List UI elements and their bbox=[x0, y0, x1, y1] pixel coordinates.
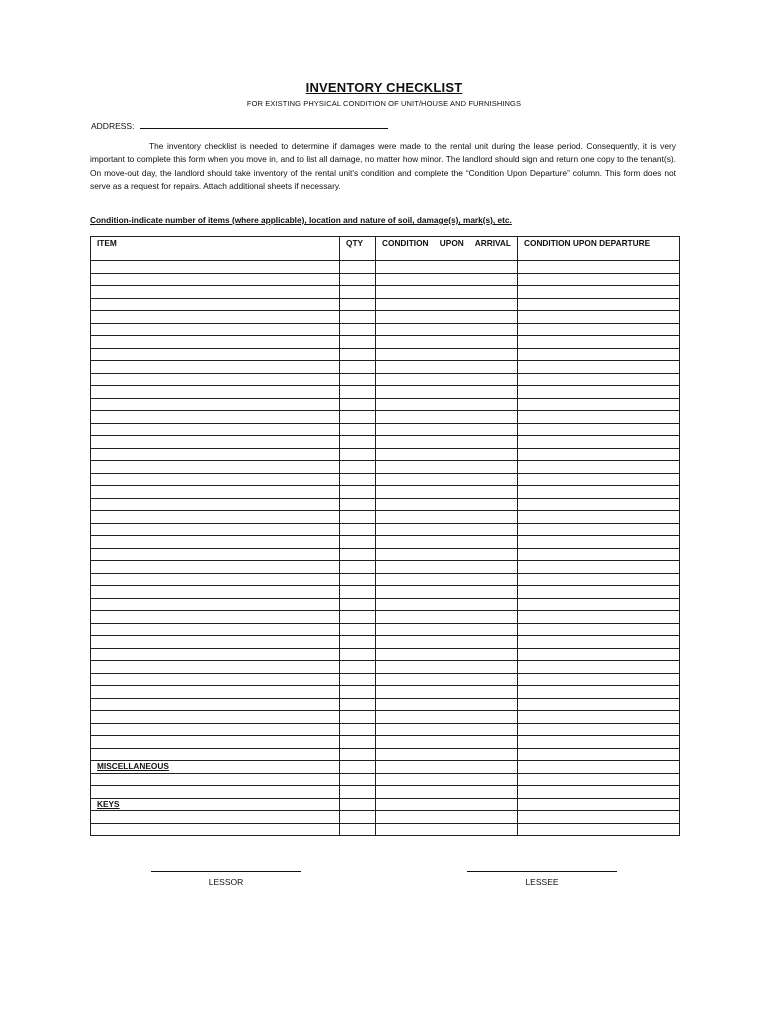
qty-cell[interactable] bbox=[340, 536, 376, 549]
lessee-label: LESSEE bbox=[525, 877, 559, 887]
departure-cell[interactable] bbox=[518, 448, 680, 461]
qty-cell[interactable] bbox=[340, 823, 376, 836]
table-row bbox=[91, 461, 680, 474]
qty-cell[interactable] bbox=[340, 486, 376, 499]
qty-cell[interactable] bbox=[340, 748, 376, 761]
departure-cell[interactable] bbox=[518, 286, 680, 299]
item-cell[interactable] bbox=[91, 473, 340, 486]
qty-cell[interactable] bbox=[340, 811, 376, 824]
table-row bbox=[91, 561, 680, 574]
item-cell[interactable] bbox=[91, 323, 340, 336]
item-cell[interactable] bbox=[91, 461, 340, 474]
section-row bbox=[91, 761, 680, 774]
qty-cell[interactable] bbox=[340, 673, 376, 686]
table-row bbox=[91, 698, 680, 711]
qty-cell[interactable] bbox=[340, 423, 376, 436]
table-row bbox=[91, 336, 680, 349]
arrival-cell[interactable] bbox=[376, 473, 518, 486]
item-cell[interactable] bbox=[91, 811, 340, 824]
arrival-cell[interactable] bbox=[376, 723, 518, 736]
qty-cell[interactable] bbox=[340, 598, 376, 611]
arrival-cell[interactable] bbox=[376, 573, 518, 586]
item-cell[interactable] bbox=[91, 523, 340, 536]
table-row bbox=[91, 748, 680, 761]
table-row bbox=[91, 411, 680, 424]
item-cell[interactable] bbox=[91, 636, 340, 649]
item-cell[interactable] bbox=[91, 261, 340, 274]
departure-cell[interactable] bbox=[518, 336, 680, 349]
departure-cell[interactable] bbox=[518, 661, 680, 674]
qty-cell[interactable] bbox=[340, 711, 376, 724]
arrival-cell[interactable] bbox=[376, 661, 518, 674]
item-cell[interactable] bbox=[91, 786, 340, 799]
departure-cell[interactable] bbox=[518, 823, 680, 836]
qty-cell[interactable] bbox=[340, 311, 376, 324]
item-cell[interactable] bbox=[91, 348, 340, 361]
table-row bbox=[91, 473, 680, 486]
table-row bbox=[91, 673, 680, 686]
qty-cell[interactable] bbox=[340, 448, 376, 461]
departure-cell[interactable] bbox=[518, 511, 680, 524]
item-cell[interactable] bbox=[91, 436, 340, 449]
item-cell[interactable] bbox=[91, 536, 340, 549]
qty-cell[interactable] bbox=[340, 661, 376, 674]
qty-cell[interactable] bbox=[340, 698, 376, 711]
item-cell[interactable] bbox=[91, 448, 340, 461]
departure-cell[interactable] bbox=[518, 598, 680, 611]
table-row bbox=[91, 523, 680, 536]
table-row bbox=[91, 486, 680, 499]
item-cell[interactable] bbox=[91, 561, 340, 574]
arrival-cell[interactable] bbox=[376, 336, 518, 349]
qty-cell[interactable] bbox=[340, 323, 376, 336]
qty-cell[interactable] bbox=[340, 273, 376, 286]
table-row bbox=[91, 348, 680, 361]
intro-paragraph: The inventory checklist is needed to determine if damages were made to the rental unit during the lease period. Consequently, it is very important to complete this form when you move in, and to list all damage, no matter how minor. The landlord should sign and return one copy to the tenant(s). On move-out day, the landlord should take inventory of the rental unit's condition and complete the “Condition Upon Departure” column. This form does not serve as a request for repairs. Attach additional sheets if necessary. bbox=[90, 141, 676, 191]
arrival-cell[interactable] bbox=[376, 323, 518, 336]
table-row bbox=[91, 661, 680, 674]
qty-cell[interactable] bbox=[340, 361, 376, 374]
departure-cell[interactable] bbox=[518, 486, 680, 499]
table-header-row bbox=[91, 237, 680, 261]
item-cell[interactable] bbox=[91, 773, 340, 786]
qty-cell[interactable] bbox=[340, 286, 376, 299]
arrival-cell[interactable] bbox=[376, 748, 518, 761]
departure-cell[interactable] bbox=[518, 723, 680, 736]
item-cell[interactable] bbox=[91, 398, 340, 411]
table-row bbox=[91, 311, 680, 324]
departure-cell[interactable] bbox=[518, 273, 680, 286]
item-cell[interactable] bbox=[91, 598, 340, 611]
departure-cell[interactable] bbox=[518, 461, 680, 474]
item-cell[interactable] bbox=[91, 361, 340, 374]
table-row bbox=[91, 811, 680, 824]
arrival-cell[interactable] bbox=[376, 611, 518, 624]
arrival-cell[interactable] bbox=[376, 798, 518, 811]
table-row bbox=[91, 361, 680, 374]
arrival-cell[interactable] bbox=[376, 623, 518, 636]
departure-cell[interactable] bbox=[518, 623, 680, 636]
item-cell[interactable] bbox=[91, 311, 340, 324]
departure-cell[interactable] bbox=[518, 373, 680, 386]
departure-cell[interactable] bbox=[518, 561, 680, 574]
item-cell[interactable] bbox=[91, 673, 340, 686]
departure-cell[interactable] bbox=[518, 473, 680, 486]
lessor-signature-line[interactable] bbox=[151, 861, 301, 872]
arrival-cell[interactable] bbox=[376, 698, 518, 711]
lessee-signature-line[interactable] bbox=[467, 861, 617, 872]
table-row bbox=[91, 286, 680, 299]
departure-cell[interactable] bbox=[518, 786, 680, 799]
departure-cell[interactable] bbox=[518, 523, 680, 536]
arrival-cell[interactable] bbox=[376, 786, 518, 799]
item-cell[interactable] bbox=[91, 573, 340, 586]
item-cell[interactable] bbox=[91, 586, 340, 599]
table-row bbox=[91, 498, 680, 511]
table-row bbox=[91, 423, 680, 436]
lessor-signature bbox=[151, 861, 301, 887]
arrival-cell[interactable] bbox=[376, 498, 518, 511]
departure-cell[interactable] bbox=[518, 361, 680, 374]
item-cell[interactable] bbox=[91, 486, 340, 499]
item-cell[interactable] bbox=[91, 723, 340, 736]
arrival-cell[interactable] bbox=[376, 773, 518, 786]
arrival-cell[interactable] bbox=[376, 423, 518, 436]
qty-cell[interactable] bbox=[340, 586, 376, 599]
qty-cell[interactable] bbox=[340, 473, 376, 486]
table-row bbox=[91, 386, 680, 399]
departure-cell[interactable] bbox=[518, 298, 680, 311]
item-cell[interactable] bbox=[91, 698, 340, 711]
departure-cell[interactable] bbox=[518, 498, 680, 511]
item-cell[interactable] bbox=[91, 511, 340, 524]
qty-cell[interactable] bbox=[340, 348, 376, 361]
arrival-cell[interactable] bbox=[376, 811, 518, 824]
table-row bbox=[91, 598, 680, 611]
item-cell[interactable] bbox=[91, 711, 340, 724]
arrival-cell[interactable] bbox=[376, 461, 518, 474]
arrival-cell[interactable] bbox=[376, 261, 518, 274]
departure-cell[interactable] bbox=[518, 536, 680, 549]
arrival-cell[interactable] bbox=[376, 298, 518, 311]
table-row bbox=[91, 736, 680, 749]
address-field bbox=[91, 120, 388, 131]
arrival-cell[interactable] bbox=[376, 448, 518, 461]
section-row bbox=[91, 798, 680, 811]
departure-cell[interactable] bbox=[518, 811, 680, 824]
qty-cell[interactable] bbox=[340, 436, 376, 449]
arrival-cell[interactable] bbox=[376, 398, 518, 411]
qty-cell[interactable] bbox=[340, 523, 376, 536]
qty-cell[interactable] bbox=[340, 261, 376, 274]
item-cell[interactable] bbox=[91, 273, 340, 286]
arrival-cell[interactable] bbox=[376, 598, 518, 611]
departure-cell[interactable] bbox=[518, 798, 680, 811]
arrival-cell[interactable] bbox=[376, 311, 518, 324]
table-row bbox=[91, 773, 680, 786]
table-row bbox=[91, 323, 680, 336]
item-cell[interactable] bbox=[91, 748, 340, 761]
item-cell[interactable] bbox=[91, 498, 340, 511]
arrival-cell[interactable] bbox=[376, 386, 518, 399]
item-cell[interactable] bbox=[91, 823, 340, 836]
qty-cell[interactable] bbox=[340, 398, 376, 411]
departure-cell[interactable] bbox=[518, 736, 680, 749]
table-row bbox=[91, 298, 680, 311]
table-row bbox=[91, 448, 680, 461]
col-header-item: ITEM bbox=[91, 237, 340, 261]
qty-cell[interactable] bbox=[340, 761, 376, 774]
table-row bbox=[91, 636, 680, 649]
qty-cell[interactable] bbox=[340, 298, 376, 311]
departure-cell[interactable] bbox=[518, 748, 680, 761]
arrival-cell[interactable] bbox=[376, 711, 518, 724]
departure-cell[interactable] bbox=[518, 611, 680, 624]
departure-cell[interactable] bbox=[518, 686, 680, 699]
item-cell[interactable] bbox=[91, 648, 340, 661]
arrival-cell[interactable] bbox=[376, 586, 518, 599]
table-row bbox=[91, 611, 680, 624]
qty-cell[interactable] bbox=[340, 786, 376, 799]
col-header-condition-departure: CONDITION UPON DEPARTURE bbox=[518, 237, 680, 261]
departure-cell[interactable] bbox=[518, 261, 680, 274]
arrival-cell[interactable] bbox=[376, 648, 518, 661]
departure-cell[interactable] bbox=[518, 348, 680, 361]
departure-cell[interactable] bbox=[518, 698, 680, 711]
arrival-cell[interactable] bbox=[376, 636, 518, 649]
page-title: INVENTORY CHECKLIST bbox=[305, 80, 463, 95]
arrival-cell[interactable] bbox=[376, 361, 518, 374]
arrival-cell[interactable] bbox=[376, 736, 518, 749]
qty-cell[interactable] bbox=[340, 373, 376, 386]
item-cell[interactable] bbox=[91, 548, 340, 561]
arrival-cell[interactable] bbox=[376, 673, 518, 686]
inventory-table bbox=[90, 236, 680, 836]
departure-cell[interactable] bbox=[518, 398, 680, 411]
table-row bbox=[91, 648, 680, 661]
departure-cell[interactable] bbox=[518, 423, 680, 436]
arrival-cell[interactable] bbox=[376, 523, 518, 536]
item-cell[interactable] bbox=[91, 623, 340, 636]
item-cell[interactable] bbox=[91, 661, 340, 674]
arrival-cell[interactable] bbox=[376, 761, 518, 774]
qty-cell[interactable] bbox=[340, 498, 376, 511]
qty-cell[interactable] bbox=[340, 573, 376, 586]
departure-cell[interactable] bbox=[518, 773, 680, 786]
inventory-table-body bbox=[91, 261, 680, 836]
arrival-cell[interactable] bbox=[376, 548, 518, 561]
qty-cell[interactable] bbox=[340, 773, 376, 786]
qty-cell[interactable] bbox=[340, 636, 376, 649]
table-row bbox=[91, 823, 680, 836]
table-row bbox=[91, 573, 680, 586]
item-cell[interactable] bbox=[91, 286, 340, 299]
qty-cell[interactable] bbox=[340, 386, 376, 399]
section-label: KEYS bbox=[91, 798, 340, 811]
item-cell[interactable] bbox=[91, 736, 340, 749]
departure-cell[interactable] bbox=[518, 386, 680, 399]
section-label: MISCELLANEOUS bbox=[91, 761, 340, 774]
departure-cell[interactable] bbox=[518, 761, 680, 774]
table-row bbox=[91, 436, 680, 449]
item-cell[interactable] bbox=[91, 686, 340, 699]
table-row bbox=[91, 273, 680, 286]
table-row bbox=[91, 723, 680, 736]
table-row bbox=[91, 586, 680, 599]
departure-cell[interactable] bbox=[518, 648, 680, 661]
qty-cell[interactable] bbox=[340, 461, 376, 474]
arrival-cell[interactable] bbox=[376, 686, 518, 699]
item-cell[interactable] bbox=[91, 373, 340, 386]
item-cell[interactable] bbox=[91, 411, 340, 424]
arrival-cell[interactable] bbox=[376, 436, 518, 449]
qty-cell[interactable] bbox=[340, 736, 376, 749]
qty-cell[interactable] bbox=[340, 548, 376, 561]
table-row bbox=[91, 536, 680, 549]
qty-cell[interactable] bbox=[340, 411, 376, 424]
table-row bbox=[91, 511, 680, 524]
table-row bbox=[91, 261, 680, 274]
table-row bbox=[91, 548, 680, 561]
qty-cell[interactable] bbox=[340, 511, 376, 524]
departure-cell[interactable] bbox=[518, 636, 680, 649]
arrival-cell[interactable] bbox=[376, 561, 518, 574]
address-label: ADDRESS: bbox=[91, 121, 135, 131]
table-row bbox=[91, 686, 680, 699]
qty-cell[interactable] bbox=[340, 336, 376, 349]
condition-note: Condition-indicate number of items (where applicable), location and nature of soil, damage(s), mark(s), etc. bbox=[90, 215, 512, 225]
col-header-condition-arrival: CONDITION UPON ARRIVAL bbox=[376, 237, 518, 261]
arrival-cell[interactable] bbox=[376, 823, 518, 836]
item-cell[interactable] bbox=[91, 423, 340, 436]
col-header-qty: QTY bbox=[340, 237, 376, 261]
arrival-cell[interactable] bbox=[376, 273, 518, 286]
item-cell[interactable] bbox=[91, 336, 340, 349]
item-cell[interactable] bbox=[91, 386, 340, 399]
arrival-cell[interactable] bbox=[376, 286, 518, 299]
arrival-cell[interactable] bbox=[376, 348, 518, 361]
table-row bbox=[91, 786, 680, 799]
table-row bbox=[91, 623, 680, 636]
table-row bbox=[91, 373, 680, 386]
qty-cell[interactable] bbox=[340, 623, 376, 636]
departure-cell[interactable] bbox=[518, 548, 680, 561]
departure-cell[interactable] bbox=[518, 573, 680, 586]
item-cell[interactable] bbox=[91, 611, 340, 624]
qty-cell[interactable] bbox=[340, 561, 376, 574]
arrival-cell[interactable] bbox=[376, 536, 518, 549]
departure-cell[interactable] bbox=[518, 673, 680, 686]
page-subtitle: FOR EXISTING PHYSICAL CONDITION OF UNIT/HOUSE AND FURNISHINGS bbox=[246, 99, 522, 108]
departure-cell[interactable] bbox=[518, 711, 680, 724]
qty-cell[interactable] bbox=[340, 723, 376, 736]
departure-cell[interactable] bbox=[518, 323, 680, 336]
arrival-cell[interactable] bbox=[376, 373, 518, 386]
departure-cell[interactable] bbox=[518, 586, 680, 599]
arrival-cell[interactable] bbox=[376, 486, 518, 499]
qty-cell[interactable] bbox=[340, 798, 376, 811]
qty-cell[interactable] bbox=[340, 648, 376, 661]
item-cell[interactable] bbox=[91, 298, 340, 311]
arrival-cell[interactable] bbox=[376, 411, 518, 424]
lessor-label: LESSOR bbox=[208, 877, 244, 887]
table-row bbox=[91, 711, 680, 724]
departure-cell[interactable] bbox=[518, 411, 680, 424]
qty-cell[interactable] bbox=[340, 611, 376, 624]
arrival-cell[interactable] bbox=[376, 511, 518, 524]
lessee-signature bbox=[467, 861, 617, 887]
departure-cell[interactable] bbox=[518, 436, 680, 449]
table-row bbox=[91, 398, 680, 411]
qty-cell[interactable] bbox=[340, 686, 376, 699]
departure-cell[interactable] bbox=[518, 311, 680, 324]
address-blank-line[interactable] bbox=[140, 120, 388, 129]
